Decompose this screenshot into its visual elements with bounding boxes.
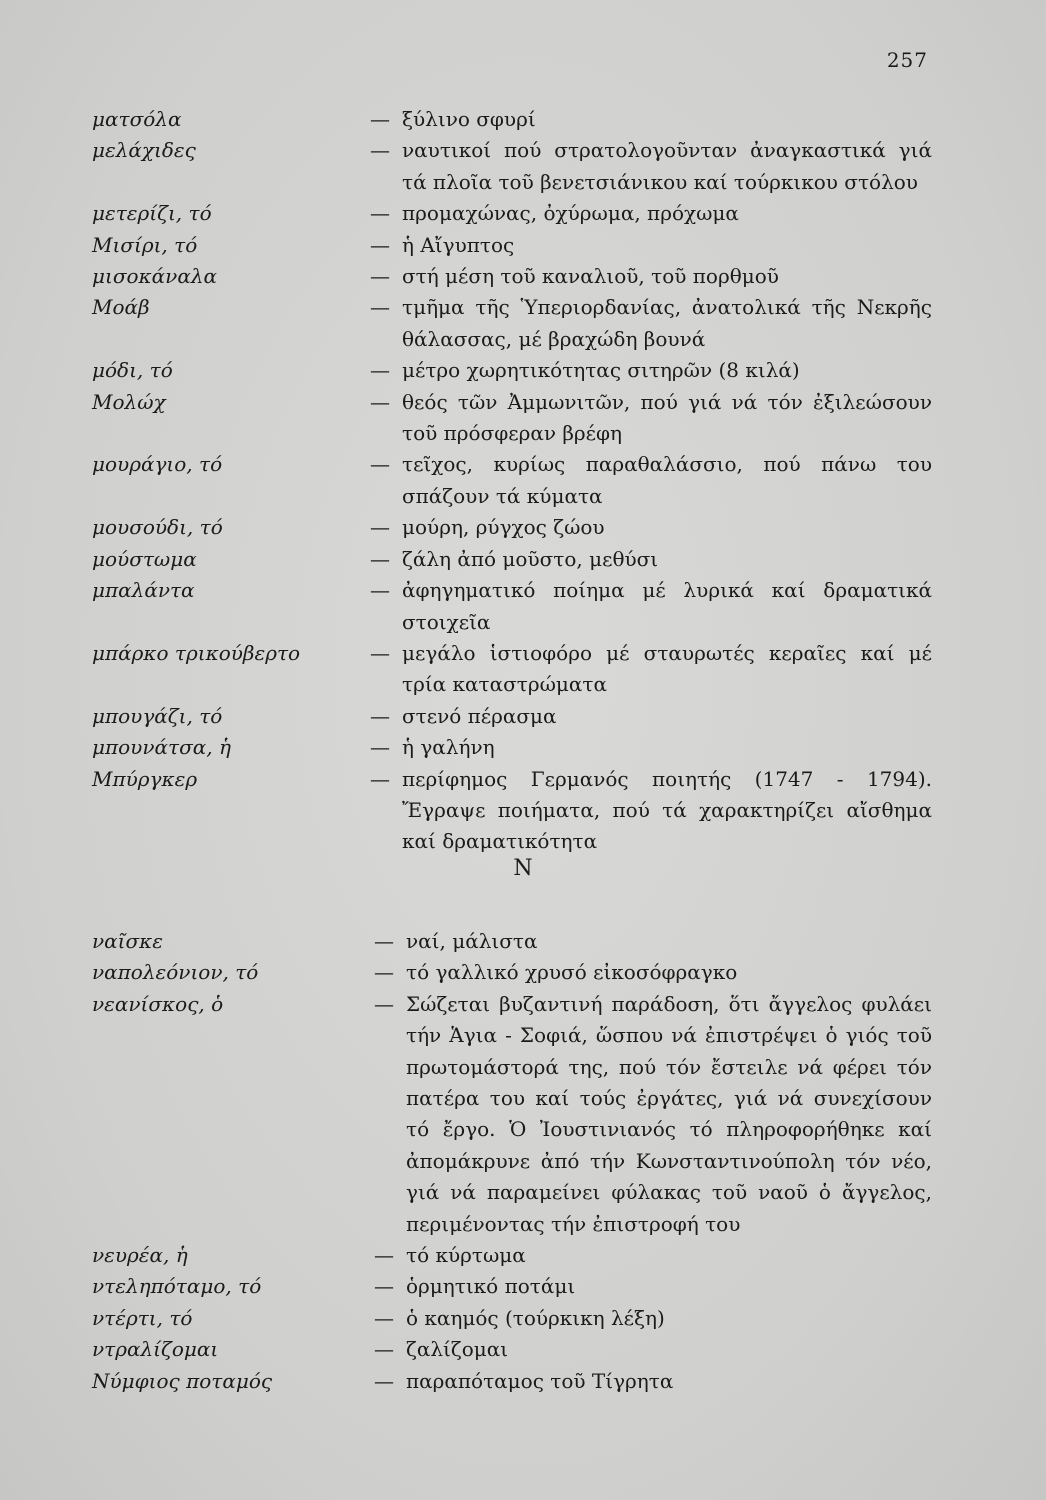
em-dash-separator: — — [370, 515, 390, 540]
em-dash-separator: — — [370, 138, 390, 163]
glossary-definition: περίφημος Γερμανός ποιητής (1747 - 1794). Ἔγραψε ποιήματα, πού τά χαρακτηρίζει αἴσθημα καί δραματικότητα — [402, 766, 932, 854]
glossary-definition: ἡ γαλήνη — [402, 735, 495, 760]
glossary-term: μελάχιδες — [92, 138, 196, 163]
glossary-section-n — [92, 926, 932, 1397]
glossary-term: μόδι, τό — [92, 358, 173, 383]
glossary-entry — [92, 292, 932, 355]
glossary-entry — [92, 989, 932, 1240]
glossary-definition: ἀφηγηματικό ποίημα μέ λυρικά καί δραματικά στοιχεῖα — [402, 578, 932, 634]
glossary-entry — [92, 701, 932, 732]
glossary-definition: στή μέση τοῦ καναλιοῦ, τοῦ πορθμοῦ — [402, 264, 779, 289]
glossary-entry — [92, 1303, 932, 1334]
em-dash-separator: — — [370, 295, 390, 320]
glossary-entry — [92, 926, 932, 957]
glossary-definition: ὁ καημός (τούρκικη λέξη) — [406, 1305, 665, 1330]
em-dash-separator: — — [370, 232, 390, 257]
glossary-term: Μπύργκερ — [92, 766, 198, 791]
glossary-entry — [92, 104, 932, 135]
em-dash-separator: — — [374, 929, 394, 953]
glossary-term: μισοκάναλα — [92, 264, 217, 289]
glossary-term: ντεληπόταμο, τό — [92, 1274, 262, 1299]
glossary-entry — [92, 1240, 932, 1271]
glossary-entry — [92, 512, 932, 543]
glossary-term: μετερίζι, τό — [92, 201, 212, 226]
em-dash-separator: — — [370, 201, 390, 226]
glossary-term: μπάρκο τρικούβερτο — [92, 640, 301, 665]
glossary-definition: τεῖχος, κυρίως παραθαλάσσιο, πού πάνω του σπάζουν τά κύματα — [402, 452, 932, 508]
em-dash-separator: — — [374, 1305, 394, 1330]
glossary-term: Μολώχ — [92, 389, 166, 414]
glossary-term: μπουνάτσα, ἡ — [92, 735, 231, 760]
em-dash-separator: — — [370, 766, 390, 791]
glossary-entry — [92, 1366, 932, 1397]
glossary-definition: στενό πέρασμα — [402, 703, 557, 728]
em-dash-separator: — — [374, 1337, 394, 1362]
em-dash-separator: — — [374, 1368, 394, 1393]
glossary-definition: ὁρμητικό ποτάμι — [406, 1274, 576, 1299]
glossary-definition: ναί, μάλιστα — [406, 929, 538, 953]
glossary-entry — [92, 764, 932, 858]
glossary-definition: προμαχώνας, ὀχύρωμα, πρόχωμα — [402, 201, 739, 226]
glossary-definition: Σώζεται βυζαντινή παράδοση, ὅτι ἄγγελος φυλάει τήν Ἁγια - Σοφιά, ὥσπου νά ἐπιστρέψει ὁ γιός τοῦ πρωτομάστορά της, πού τόν ἔστειλε νά φέρει τόν πατέρα του καί τούς ἐργάτες, γιά νά συνεχίσουν τό ἔργο. Ὁ Ἰουστινιανός τό πληροφορήθηκε καί ἀπομάκρυνε ἀπό τήν Κωνσταντινούπολη τόν νέο, γιά νά παραμείνει φύλακας τοῦ ναοῦ ὁ ἄγγελος, περιμένοντας τήν ἐπιστροφή του — [406, 991, 932, 1236]
glossary-term: Μοάβ — [92, 295, 150, 320]
glossary-entry — [92, 355, 932, 386]
glossary-definition: μούρη, ρύγχος ζώου — [402, 515, 605, 540]
glossary-entry — [92, 230, 932, 261]
glossary-definition: ξύλινο σφυρί — [402, 107, 536, 131]
glossary-entry — [92, 732, 932, 763]
glossary-entry — [92, 544, 932, 575]
glossary-entry — [92, 575, 932, 638]
glossary-term: ντέρτι, τό — [92, 1305, 193, 1330]
em-dash-separator: — — [370, 735, 390, 760]
glossary-definition: μεγάλο ἱστιοφόρο μέ σταυρωτές κεραῖες καί μέ τρία καταστρώματα — [402, 640, 932, 697]
glossary-definition: τό κύρτωμα — [406, 1243, 526, 1268]
glossary-term: ματσόλα — [92, 107, 182, 131]
glossary-term: μουράγιο, τό — [92, 452, 223, 477]
glossary-definition: τμῆμα τῆς Ὑπεριορδανίας, ἀνατολικά τῆς Νεκρῆς θάλασσας, μέ βραχώδη βουνά — [402, 295, 932, 351]
em-dash-separator: — — [370, 264, 390, 289]
letter-heading: Ν — [513, 856, 533, 881]
em-dash-separator: — — [374, 991, 394, 1016]
glossary-definition: θεός τῶν Ἀμμωνιτῶν, πού γιά νά τόν ἐξιλεώσουν τοῦ πρόσφεραν βρέφη — [402, 389, 932, 446]
glossary-entry — [92, 135, 932, 198]
glossary-term: νευρέα, ἡ — [92, 1243, 188, 1268]
glossary-term: Νύμφιος ποταμός — [92, 1368, 273, 1393]
glossary-term: ναῖσκε — [92, 929, 164, 953]
glossary-definition: ἡ Αἴγυπτος — [402, 232, 515, 257]
em-dash-separator: — — [370, 578, 390, 603]
em-dash-separator: — — [370, 703, 390, 728]
glossary-entry — [92, 957, 932, 988]
glossary-section-m — [92, 104, 932, 858]
em-dash-separator: — — [374, 960, 394, 985]
glossary-term: νεανίσκος, ὁ — [92, 991, 224, 1016]
glossary-entry — [92, 261, 932, 292]
em-dash-separator: — — [370, 107, 390, 131]
glossary-entry — [92, 387, 932, 450]
glossary-term: μπουγάζι, τό — [92, 703, 223, 728]
glossary-term: μουσούδι, τό — [92, 515, 223, 540]
em-dash-separator: — — [370, 389, 390, 414]
glossary-entry — [92, 1271, 932, 1302]
em-dash-separator: — — [370, 546, 390, 571]
glossary-definition: μέτρο χωρητικότητας σιτηρῶν (8 κιλά) — [402, 358, 800, 383]
glossary-term: ντραλίζομαι — [92, 1337, 219, 1362]
glossary-entry — [92, 449, 932, 512]
glossary-definition: ζαλίζομαι — [406, 1337, 509, 1362]
page-number: 257 — [886, 48, 928, 72]
em-dash-separator: — — [374, 1243, 394, 1268]
glossary-term: μούστωμα — [92, 546, 197, 571]
glossary-definition: ζάλη ἀπό μοῦστο, μεθύσι — [402, 546, 659, 571]
glossary-term: Μισίρι, τό — [92, 232, 198, 257]
em-dash-separator: — — [370, 640, 390, 665]
glossary-definition: ναυτικοί πού στρατολογοῦνταν ἀναγκαστικά γιά τά πλοῖα τοῦ βενετσιάνικου καί τούρκικου στόλου — [402, 138, 932, 194]
em-dash-separator: — — [370, 358, 390, 383]
glossary-definition: παραπόταμος τοῦ Τίγρητα — [406, 1368, 674, 1393]
glossary-entry — [92, 638, 932, 701]
glossary-term: μπαλάντα — [92, 578, 195, 603]
glossary-term: ναπολεόνιον, τό — [92, 960, 259, 985]
em-dash-separator: — — [374, 1274, 394, 1299]
em-dash-separator: — — [370, 452, 390, 477]
glossary-definition: τό γαλλικό χρυσό εἰκοσόφραγκο — [406, 960, 738, 985]
glossary-entry — [92, 198, 932, 229]
glossary-entry — [92, 1334, 932, 1365]
